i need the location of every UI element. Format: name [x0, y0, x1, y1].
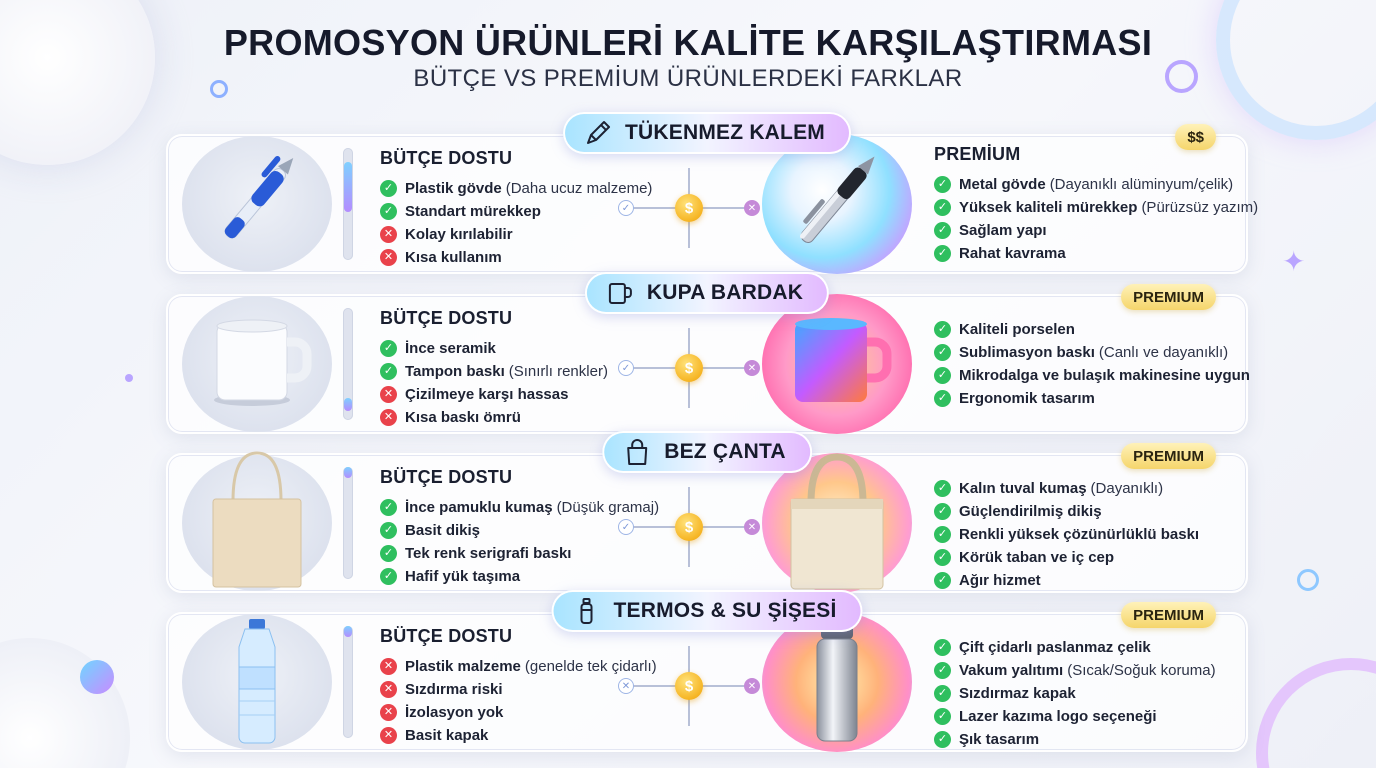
connector-check-icon: ✓ — [618, 360, 634, 376]
premium-item — [934, 364, 1254, 387]
connector-cross-icon: ✕ — [618, 678, 634, 694]
premium-item — [934, 705, 1254, 728]
connector-check-icon: ✓ — [618, 519, 634, 535]
premium-item-note: (Pürüzsüz yazım) — [1141, 199, 1259, 216]
check-icon: ✓ — [380, 545, 397, 562]
premium-item — [934, 387, 1254, 410]
premium-item — [934, 500, 1254, 523]
comparison-row — [166, 440, 1248, 593]
check-icon: ✓ — [934, 572, 951, 589]
sparkle-icon: ✦ — [1282, 246, 1306, 277]
page-title: PROMOSYON ÜRÜNLERİ KALİTE KARŞILAŞTIRMASI — [223, 22, 1153, 63]
category-label — [552, 590, 863, 632]
premium-product-image — [762, 612, 912, 752]
premium-product-image — [762, 294, 912, 434]
blue-plastic-pen-image — [192, 137, 322, 272]
check-icon: ✓ — [934, 731, 951, 748]
budget-title: BÜTÇE DOSTU — [380, 467, 513, 487]
budget-item-label: İnce pamuklu kumaş — [405, 499, 553, 516]
check-icon: ✓ — [934, 639, 951, 656]
budget-item — [380, 724, 690, 747]
check-icon: ✓ — [934, 176, 951, 193]
budget-title: BÜTÇE DOSTU — [380, 626, 513, 646]
budget-title: BÜTÇE DOSTU — [380, 308, 513, 328]
premium-item — [934, 682, 1254, 705]
budget-item-label: Kolay kırılabilir — [405, 226, 513, 243]
coin-icon: $ — [675, 672, 703, 700]
metal-pen-image — [772, 137, 902, 272]
premium-item-label: Yüksek kaliteli mürekkep — [959, 199, 1138, 216]
check-icon: ✓ — [934, 199, 951, 216]
check-icon: ✓ — [934, 549, 951, 566]
cross-icon: ✕ — [380, 727, 397, 744]
premium-item-label: Çift çidarlı paslanmaz çelik — [959, 639, 1151, 656]
premium-item — [934, 659, 1254, 682]
premium-item-label: Mikrodalga ve bulaşık makinesine uygun — [959, 367, 1250, 384]
budget-product-image — [182, 455, 332, 591]
budget-item-label: Sızdırma riski — [405, 681, 503, 698]
premium-item — [934, 219, 1254, 242]
budget-item-label: Plastik gövde — [405, 180, 502, 197]
premium-item-label: Sızdırmaz kapak — [959, 685, 1076, 702]
premium-column — [934, 477, 1254, 592]
cotton-tote-bag-image — [197, 451, 317, 596]
comparison-row — [166, 599, 1248, 752]
connector-cross-icon: ✕ — [744, 200, 760, 216]
price-tier-badge: PREMIUM — [1121, 602, 1216, 628]
premium-item-note: (Sıcak/Soğuk koruma) — [1067, 662, 1216, 679]
premium-item-label: Sublimasyon baskı — [959, 344, 1095, 361]
check-icon: ✓ — [380, 363, 397, 380]
check-icon: ✓ — [934, 480, 951, 497]
premium-item-note: (Dayanıklı alüminyum/çelik) — [1049, 176, 1234, 193]
cross-icon: ✕ — [380, 658, 397, 675]
budget-item-label: Standart mürekkep — [405, 203, 541, 220]
premium-item — [934, 546, 1254, 569]
premium-item-label: Sağlam yapı — [959, 222, 1047, 239]
bag-icon — [622, 437, 652, 467]
budget-item-label: Kısa kullanım — [405, 249, 502, 266]
premium-item-label: Renkli yüksek çözünürlüklü baskı — [959, 526, 1200, 543]
coin-icon: $ — [675, 194, 703, 222]
premium-item — [934, 318, 1254, 341]
budget-item-label: Plastik malzeme — [405, 658, 521, 675]
price-tier-badge: PREMIUM — [1121, 284, 1216, 310]
check-icon: ✓ — [934, 344, 951, 361]
cross-icon: ✕ — [380, 226, 397, 243]
premium-item-label: Kaliteli porselen — [959, 321, 1075, 338]
quality-slider — [343, 308, 353, 420]
premium-item-label: Vakum yalıtımı — [959, 662, 1064, 679]
check-icon: ✓ — [380, 180, 397, 197]
budget-item-label: Kısa baskı ömrü — [405, 409, 521, 426]
budget-item-label: Tek renk serigrafi baskı — [405, 545, 572, 562]
comparison-connector — [614, 328, 764, 408]
premium-item — [934, 636, 1254, 659]
premium-column — [934, 318, 1254, 410]
connector-check-icon: ✓ — [618, 200, 634, 216]
category-title: BEZ ÇANTA — [664, 440, 786, 463]
premium-item — [934, 242, 1254, 265]
cross-icon: ✕ — [380, 249, 397, 266]
decor-ring-small — [1297, 569, 1319, 591]
decor-circle — [0, 638, 130, 768]
connector-cross-icon: ✕ — [744, 678, 760, 694]
check-icon: ✓ — [380, 340, 397, 357]
category-title: TÜKENMEZ KALEM — [625, 121, 825, 144]
check-icon: ✓ — [934, 222, 951, 239]
decor-dot — [125, 374, 133, 382]
category-title: TERMOS & SU ŞİŞESİ — [613, 599, 837, 622]
cross-icon: ✕ — [380, 386, 397, 403]
slider-fill — [344, 626, 352, 637]
budget-item — [380, 406, 690, 429]
pen-icon — [583, 118, 613, 148]
check-icon: ✓ — [934, 708, 951, 725]
premium-item-label: Ergonomik tasarım — [959, 390, 1095, 407]
check-icon: ✓ — [380, 522, 397, 539]
budget-product-image — [182, 136, 332, 272]
check-icon: ✓ — [934, 685, 951, 702]
check-icon: ✓ — [380, 203, 397, 220]
check-icon: ✓ — [934, 390, 951, 407]
steel-thermos-image — [797, 615, 877, 750]
quality-slider — [343, 626, 353, 738]
comparison-row — [166, 281, 1250, 434]
check-icon: ✓ — [934, 526, 951, 543]
budget-item-label: Çizilmeye karşı hassas — [405, 386, 569, 403]
check-icon: ✓ — [380, 568, 397, 585]
check-icon: ✓ — [934, 662, 951, 679]
premium-product-image — [762, 134, 912, 274]
coin-icon: $ — [675, 354, 703, 382]
budget-item-label: Hafif yük taşıma — [405, 568, 521, 585]
slider-fill — [344, 398, 352, 411]
budget-item-note: (Sınırlı renkler) — [508, 363, 608, 380]
budget-product-image — [182, 614, 332, 750]
price-tier-badge: $$ — [1175, 124, 1216, 150]
category-label — [602, 431, 812, 473]
connector-cross-icon: ✕ — [744, 519, 760, 535]
premium-product-image — [762, 453, 912, 593]
budget-title: BÜTÇE DOSTU — [380, 148, 513, 168]
comparison-connector — [614, 487, 764, 567]
white-mug-image — [197, 302, 317, 427]
premium-item — [934, 523, 1254, 546]
colorful-mug-image — [777, 302, 897, 427]
decor-dot — [80, 660, 114, 694]
premium-item — [934, 569, 1254, 592]
premium-item-label: Ağır hizmet — [959, 572, 1041, 589]
connector-cross-icon: ✕ — [744, 360, 760, 376]
check-icon: ✓ — [934, 321, 951, 338]
comparison-connector — [614, 646, 764, 726]
premium-item — [934, 728, 1254, 751]
plastic-water-bottle-image — [212, 615, 302, 750]
quality-slider — [343, 148, 353, 260]
check-icon: ✓ — [380, 499, 397, 516]
premium-item-label: Körük taban ve iç cep — [959, 549, 1115, 566]
category-label — [563, 112, 851, 154]
budget-item-note: (Daha ucuz malzeme) — [505, 180, 653, 197]
price-tier-badge: PREMIUM — [1121, 443, 1216, 469]
check-icon: ✓ — [934, 503, 951, 520]
budget-item-label: Tampon baskı — [405, 363, 505, 380]
premium-column — [934, 144, 1259, 265]
budget-item-label: Basit dikiş — [405, 522, 481, 539]
budget-item-note: (Düşük gramaj) — [556, 499, 660, 516]
page-subtitle: BÜTÇE VS PREMİUM ÜRÜNLERDEKİ FARKLAR — [413, 65, 963, 92]
premium-item-label: Kalın tuval kumaş — [959, 480, 1087, 497]
premium-item-note: (Dayanıklı) — [1090, 480, 1164, 497]
slider-fill — [344, 467, 352, 478]
budget-item — [380, 565, 690, 588]
cross-icon: ✕ — [380, 681, 397, 698]
premium-item-label: Güçlendirilmiş dikiş — [959, 503, 1102, 520]
comparison-connector — [614, 168, 764, 248]
premium-item — [934, 477, 1254, 500]
quality-slider — [343, 467, 353, 579]
premium-item — [934, 173, 1254, 196]
cross-icon: ✕ — [380, 704, 397, 721]
budget-item-note: (genelde tek çidarlı) — [524, 658, 657, 675]
budget-item-label: İzolasyon yok — [405, 704, 504, 721]
premium-item-label: Metal gövde — [959, 176, 1046, 193]
cross-icon: ✕ — [380, 409, 397, 426]
decor-ring — [1256, 658, 1376, 768]
category-title: KUPA BARDAK — [646, 281, 804, 304]
premium-column — [934, 636, 1254, 751]
premium-item-note: (Canlı ve dayanıklı) — [1098, 344, 1229, 361]
slider-fill — [344, 162, 352, 212]
premium-title: PREMİUM — [934, 144, 1021, 164]
budget-item-label: Basit kapak — [405, 727, 489, 744]
comparison-row — [166, 121, 1259, 274]
bottle-icon — [572, 596, 602, 626]
check-icon: ✓ — [934, 245, 951, 262]
premium-item — [934, 196, 1259, 219]
premium-item-label: Lazer kazıma logo seçeneği — [959, 708, 1157, 725]
budget-product-image — [182, 296, 332, 432]
budget-item — [380, 246, 690, 269]
category-label — [585, 272, 829, 314]
coin-icon: $ — [675, 513, 703, 541]
premium-item-label: Şık tasarım — [959, 731, 1040, 748]
budget-item-label: İnce seramik — [405, 340, 496, 357]
check-icon: ✓ — [934, 367, 951, 384]
premium-item-label: Rahat kavrama — [959, 245, 1066, 262]
premium-item — [934, 341, 1254, 364]
mug-icon — [605, 278, 635, 308]
